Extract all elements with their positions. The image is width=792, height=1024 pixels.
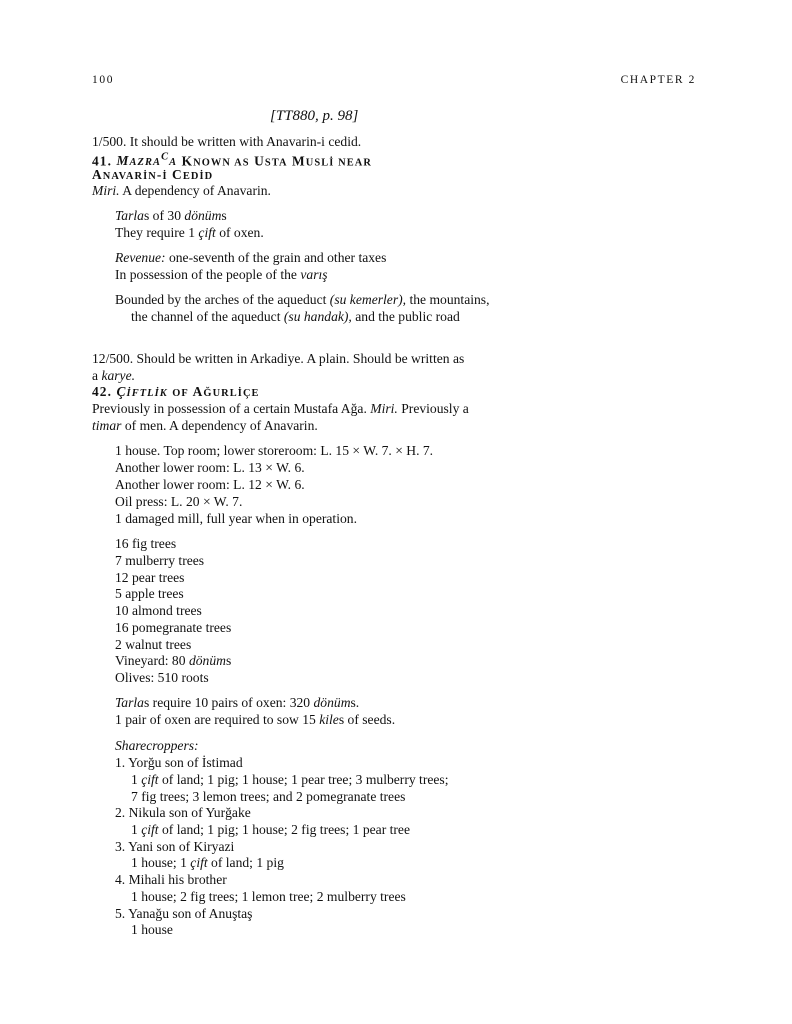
tree-line: 10 almond trees: [115, 603, 202, 618]
entry-41-status: Miri. A dependency of Anavarin.: [92, 183, 271, 198]
tree-line: 5 apple trees: [115, 586, 184, 601]
tarlas-oxen-line: Tarlas require 10 pairs of oxen: 320 dönüms.: [115, 695, 360, 710]
entry-41-oxen: They require 1 çift of oxen.: [115, 225, 264, 240]
tree-line: 16 fig trees: [115, 536, 177, 551]
sharecropper-1-name: 1. Yorğu son of İstimad: [115, 755, 243, 770]
sharecropper-2-detail: 1 çift of land; 1 pig; 1 house; 2 fig trees; 1 pear tree: [131, 822, 410, 837]
sharecropper-1-detail-2: 7 fig trees; 3 lemon trees; and 2 pomegranate trees: [131, 789, 406, 804]
tree-line: 12 pear trees: [115, 570, 185, 585]
sharecropper-1-detail: 1 çift of land; 1 pig; 1 house; 1 pear tree; 3 mulberry trees;: [131, 772, 449, 787]
sharecropper-5-name: 5. Yanağu son of Anuştaş: [115, 906, 253, 921]
building-line: Oil press: L. 20 × W. 7.: [115, 494, 243, 509]
source-reference: [TT880, p. 98]: [270, 108, 359, 124]
entry-41-note: 1/500. It should be written with Anavarin-i cedid.: [92, 134, 362, 149]
tree-line: 2 walnut trees: [115, 637, 192, 652]
sharecropper-3-name: 3. Yani son of Kiryazi: [115, 839, 235, 854]
vineyard-line: Vineyard: 80 dönüms: [115, 653, 232, 668]
building-line: Another lower room: L. 12 × W. 6.: [115, 477, 305, 492]
entry-41-tarlas: Tarlas of 30 dönüms: [115, 208, 227, 223]
running-head: [92, 74, 696, 90]
sharecropper-5-detail: 1 house: [131, 922, 173, 937]
building-line: 1 damaged mill, full year when in operation.: [115, 511, 357, 526]
tree-line: 7 mulberry trees: [115, 553, 205, 568]
entry-42-note-1: 12/500. Should be written in Arkadiye. A plain. Should be written as: [92, 351, 465, 366]
sharecropper-4-detail: 1 house; 2 fig trees; 1 lemon tree; 2 mulberry trees: [131, 889, 406, 904]
building-line: Another lower room: L. 13 × W. 6.: [115, 460, 305, 475]
building-line: 1 house. Top room; lower storeroom: L. 15 × W. 7. × H. 7.: [115, 443, 434, 458]
sharecroppers-label: Sharecroppers:: [115, 738, 199, 753]
entry-41-heading: 41. $MAZRA^CA$ KNOWN AS USTA MUSLİ NEAR: [92, 152, 372, 169]
entry-41-possession: In possession of the people of the varış: [115, 267, 328, 282]
entry-41-bounds-1: Bounded by the arches of the aqueduct (su kemerler), the mountains,: [115, 292, 490, 307]
entry-42-heading: 42. ÇİFTLİK OF AĞURLİÇE: [92, 384, 260, 399]
entry-41-revenue: Revenue: one-seventh of the grain and other taxes: [115, 250, 387, 265]
entry-41-heading-line2: ANAVARİN-İ CEDİD: [92, 167, 214, 182]
sharecropper-2-name: 2. Nikula son of Yurğake: [115, 805, 251, 820]
entry-41-bounds-2: the channel of the aqueduct (su handak), and the public road: [131, 309, 460, 324]
olives-line: Olives: 510 roots: [115, 670, 209, 685]
tree-line: 16 pomegranate trees: [115, 620, 232, 635]
sharecropper-4-name: 4. Mihali his brother: [115, 872, 227, 887]
entry-42-note-2: a karye.: [92, 368, 136, 383]
entry-42-desc-2: timar of men. A dependency of Anavarin.: [92, 418, 318, 433]
page-number: 100: [92, 74, 115, 86]
sharecropper-3-detail: 1 house; 1 çift of land; 1 pig: [131, 855, 284, 870]
entry-42-desc-1: Previously in possession of a certain Mustafa Ağa. Miri. Previously a: [92, 401, 469, 416]
seed-line: 1 pair of oxen are required to sow 15 kiles of seeds.: [115, 712, 396, 727]
chapter-label: CHAPTER 2: [620, 74, 696, 86]
